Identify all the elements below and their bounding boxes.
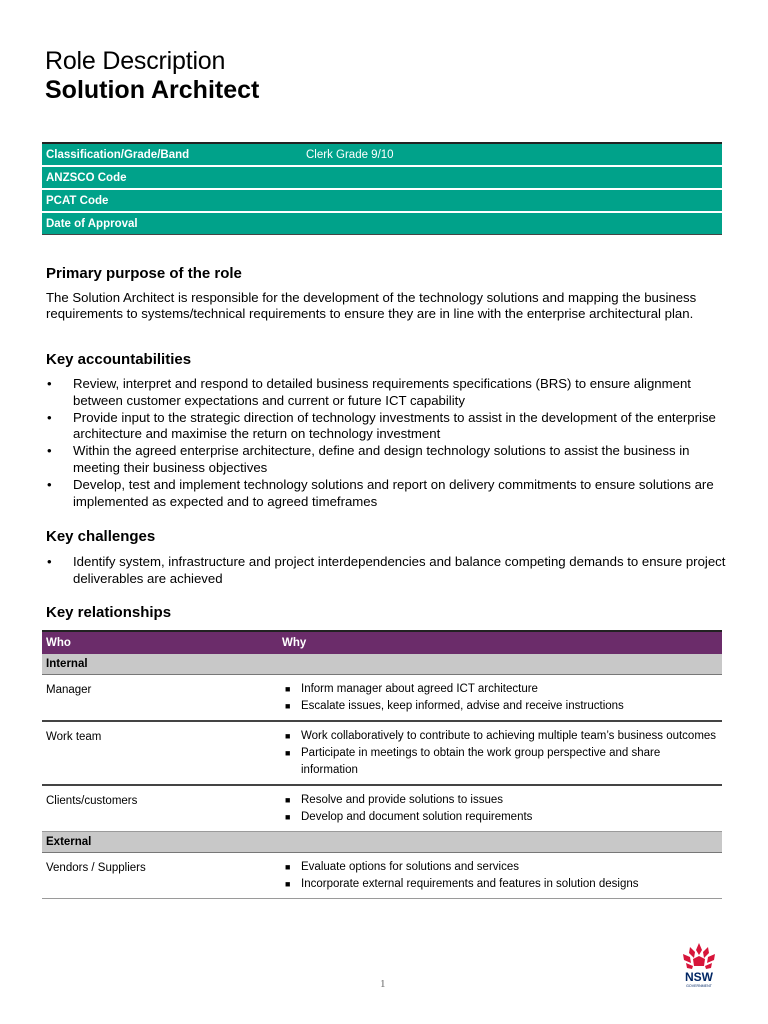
external-group-row — [42, 832, 722, 853]
square-bullet-icon: ■ — [285, 795, 291, 805]
why-cell — [278, 721, 722, 785]
internal-group-row — [42, 654, 722, 675]
table-row — [42, 721, 722, 785]
list-item: • Develop, test and implement technology solutions and report on delivery commitments to ensure solutions are implemented as expected and to agreed timeframes — [47, 476, 714, 509]
relationships-header-row — [42, 631, 722, 654]
page-number: 1 — [380, 978, 386, 990]
who-cell: Clients/customers — [42, 785, 278, 832]
approval-date-value — [302, 212, 722, 235]
list-item: • Provide input to the strategic direction of technology investments to assist in the development of the enterprise architecture and maximise the return on technology investment — [47, 409, 716, 442]
accountabilities-heading: Key accountabilities — [46, 351, 192, 368]
square-bullet-icon: ■ — [285, 748, 291, 758]
bullet-icon: • — [47, 554, 52, 569]
square-bullet-icon: ■ — [285, 731, 291, 741]
classification-row — [42, 143, 722, 166]
anzsco-value — [302, 166, 722, 189]
why-column-header: Why — [278, 631, 722, 654]
square-bullet-icon: ■ — [285, 879, 291, 889]
table-row — [42, 785, 722, 832]
list-item: ■ Resolve and provide solutions to issues — [282, 792, 718, 809]
bullet-icon: • — [47, 443, 52, 459]
accountabilities-list — [46, 376, 726, 510]
purpose-heading: Primary purpose of the role — [46, 265, 242, 282]
logo-subtext: GOVERNMENT — [686, 984, 712, 988]
classification-value: Clerk Grade 9/10 — [302, 143, 722, 166]
challenges-list — [46, 554, 726, 588]
document-type-title: Role Description — [45, 47, 226, 75]
list-item: ■ Work collaboratively to contribute to achieving multiple team’s business outcomes — [282, 728, 718, 745]
who-column-header: Who — [42, 631, 278, 654]
approval-date-label: Date of Approval — [42, 212, 302, 235]
list-item: ■ Participate in meetings to obtain the work group perspective and share information — [285, 747, 661, 776]
square-bullet-icon: ■ — [285, 862, 291, 872]
waratah-icon — [683, 943, 715, 969]
table-row — [42, 675, 722, 722]
nsw-government-logo — [675, 941, 723, 991]
square-bullet-icon: ■ — [285, 684, 291, 694]
internal-group-label: Internal — [42, 654, 722, 675]
classification-label: Classification/Grade/Band — [42, 143, 302, 166]
anzsco-label: ANZSCO Code — [42, 166, 302, 189]
list-item: ■ Escalate issues, keep informed, advise and receive instructions — [282, 698, 718, 715]
challenges-heading: Key challenges — [46, 528, 156, 545]
logo-text: NSW — [685, 970, 713, 984]
who-cell: Vendors / Suppliers — [42, 853, 278, 899]
pcat-row — [42, 189, 722, 212]
bullet-icon: • — [47, 409, 52, 425]
pcat-label: PCAT Code — [42, 189, 302, 212]
pcat-value — [302, 189, 722, 212]
bullet-icon: • — [47, 376, 52, 391]
list-item: ■ Evaluate options for solutions and services — [282, 859, 718, 876]
table-row — [42, 853, 722, 899]
square-bullet-icon: ■ — [285, 812, 291, 822]
who-cell: Work team — [42, 721, 278, 785]
list-item: ■ Inform manager about agreed ICT architecture — [282, 681, 718, 698]
why-cell — [278, 675, 722, 722]
purpose-text: The Solution Architect is responsible for the development of the technology solutions and mapping the business requirements to systems/technical requirements to ensure they are in line with the enterprise architectural plan. — [46, 290, 697, 321]
bullet-icon: • — [47, 476, 52, 492]
list-item: • Review, interpret and respond to detailed business requirements specifications (BRS) to ensure alignment between customer expectations and current or future ICT capability — [47, 376, 691, 408]
list-item: • Identify system, infrastructure and project interdependencies and balance competing demands to ensure project deliverables are achieved — [47, 554, 726, 586]
list-item: • Within the agreed enterprise architecture, define and design technology solutions to assist the business in meeting their business objectives — [47, 443, 690, 475]
anzsco-row — [42, 166, 722, 189]
classification-table — [42, 142, 722, 235]
who-cell: Manager — [42, 675, 278, 722]
list-item: ■ Develop and document solution requirements — [282, 809, 718, 826]
why-cell — [278, 853, 722, 899]
square-bullet-icon: ■ — [285, 701, 291, 711]
why-cell — [278, 785, 722, 832]
approval-date-row — [42, 212, 722, 235]
list-item: ■ Incorporate external requirements and features in solution designs — [282, 876, 718, 893]
relationships-table — [42, 630, 722, 899]
external-group-label: External — [42, 832, 722, 853]
role-title: Solution Architect — [45, 76, 260, 104]
relationships-heading: Key relationships — [46, 604, 172, 621]
